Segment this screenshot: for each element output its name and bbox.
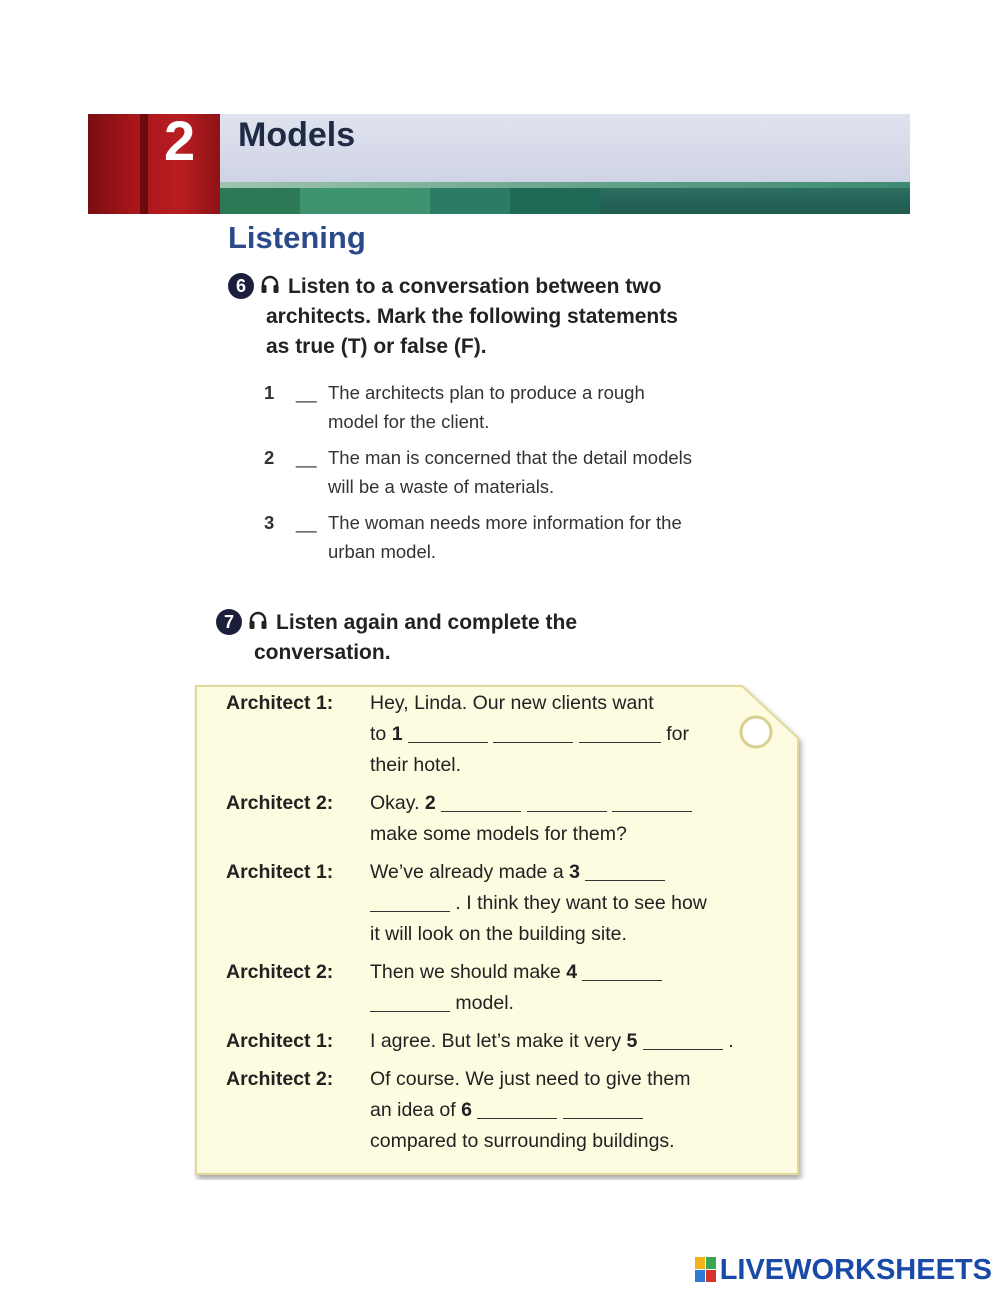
statement-item: 1 __ The architects plan to produce a rough model for the client. — [264, 378, 784, 438]
fill-blank[interactable] — [441, 791, 521, 812]
fill-blank[interactable] — [527, 791, 607, 812]
logo-icon — [695, 1257, 717, 1283]
statement-item: 3 __ The woman needs more information for the urban model. — [264, 508, 784, 568]
unit-title: Models — [238, 116, 356, 154]
answer-blank[interactable]: __ — [296, 447, 317, 468]
fill-blank[interactable] — [643, 1029, 723, 1050]
fill-blank[interactable] — [563, 1098, 643, 1119]
unit-banner — [88, 114, 910, 214]
fill-blank[interactable] — [370, 991, 450, 1012]
exercise-number-badge: 6 — [228, 273, 254, 299]
exercise-6-instruction: 6 Listen to a conversation between two architects. Mark the following statements as true (T) or false (F). — [228, 272, 788, 362]
unit-tab — [88, 114, 220, 214]
logo-text: LIVEWORKSHEETS — [719, 1253, 992, 1286]
exercise-7-instruction: 7 Listen again and complete the conversation. — [216, 608, 776, 668]
headphones-icon — [248, 610, 268, 632]
fill-blank[interactable] — [370, 891, 450, 912]
liveworksheets-logo — [695, 1252, 992, 1288]
speaker-label: Architect 2: — [226, 1068, 334, 1090]
fill-blank[interactable] — [612, 791, 692, 812]
fill-blank[interactable] — [582, 960, 662, 981]
statement-item: 2 __ The man is concerned that the detail models will be a waste of materials. — [264, 443, 784, 503]
answer-blank[interactable]: __ — [296, 512, 317, 533]
speaker-label: Architect 1: — [226, 692, 334, 714]
unit-number: 2 — [164, 114, 194, 172]
exercise-number-badge: 7 — [216, 609, 242, 635]
speaker-label: Architect 2: — [226, 792, 334, 814]
fill-blank[interactable] — [579, 722, 661, 743]
fill-blank[interactable] — [477, 1098, 557, 1119]
headphones-icon — [260, 274, 280, 296]
fill-blank[interactable] — [493, 722, 573, 743]
speaker-label: Architect 2: — [226, 961, 334, 983]
fill-blank[interactable] — [585, 860, 665, 881]
conversation-card: Architect 1: Hey, Linda. Our new clients want to 1 for their hotel. Architect 2: Okay. 2 make some models for them? Architect 1: We’ve already made a 3 . I think they want to see how it will look on the building site. Architect 2: Then we should make 4 model. Architect 1: I agree. But let’s make it very 5 . Architect 2: Of course. We just need to give them an idea of 6 compared to surrounding buildings. — [194, 684, 806, 1180]
speaker-label: Architect 1: — [226, 1030, 334, 1052]
answer-blank[interactable]: __ — [296, 382, 317, 403]
speaker-label: Architect 1: — [226, 861, 334, 883]
banner-stripes — [220, 188, 910, 214]
fill-blank[interactable] — [408, 722, 488, 743]
section-title: Listening — [228, 220, 366, 255]
